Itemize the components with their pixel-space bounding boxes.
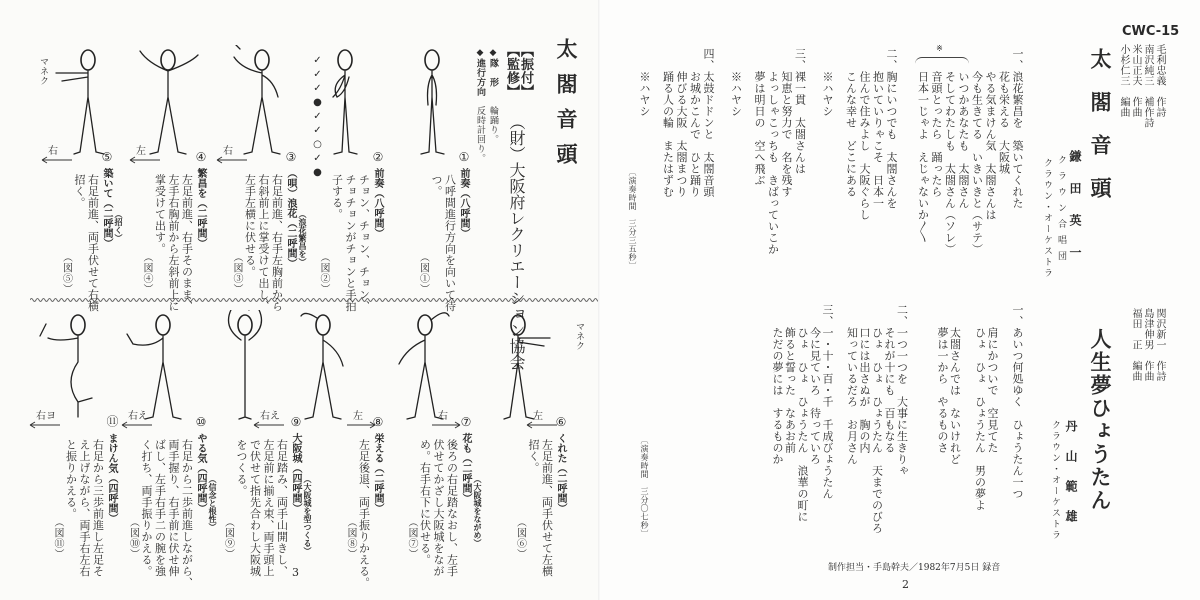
song2-title: 人生夢ひょうたん — [1088, 328, 1113, 512]
arrow-left-icon — [128, 156, 162, 164]
step-heading: 築いて — [101, 168, 112, 198]
arrow-right-icon — [345, 421, 379, 429]
lyric-line: 今も生きてる いきいきと（サテ） — [970, 71, 984, 255]
step-heading-column — [194, 168, 207, 248]
step-number: ② — [371, 150, 385, 165]
step-text-line: 左足前進、右手そのまま、 — [180, 174, 194, 312]
direction-value: 反時計回り。 — [475, 106, 485, 163]
figure-reference: （図⑨） — [222, 517, 234, 559]
stick-figure-icon — [118, 310, 208, 420]
lyric-line: お城かこんで ひと踊り — [688, 71, 702, 198]
step-heading: くれた — [555, 433, 566, 463]
step-beat-count: （四呼間） — [195, 463, 206, 513]
arrow-left-icon — [252, 421, 286, 429]
lyric-line: 口には出さぬが 胸の内 — [858, 327, 871, 454]
verse-number: 三、 — [821, 304, 834, 327]
lyric-line: あいつ何処ゆく ひょうたん一つ — [1011, 327, 1024, 500]
lyric-line: ひょ ひょ ひょうたん 天までのびろ — [870, 327, 884, 534]
step-number: ⑩ — [194, 415, 208, 430]
step-text-line: 左足前に揃え束、両手頭上 — [262, 439, 275, 577]
lyric-first-line-column — [794, 48, 807, 175]
step-text-line: 左足前進、両手伏せて左横 — [540, 439, 554, 577]
step-beat-count: （二呼間） — [372, 463, 383, 513]
step-beat-count: （四呼間） — [290, 463, 301, 513]
figure-reference: （図③） — [231, 252, 242, 294]
step-text-line: 右足から三歩前進し左足そ — [91, 439, 105, 577]
arrow-left-icon — [215, 156, 249, 164]
figure-reference: （図⑤） — [60, 252, 72, 294]
refrain-marker: ※ハヤシ — [821, 71, 834, 117]
wavy-divider — [30, 296, 600, 304]
direction-label: 右 — [48, 146, 58, 157]
stick-figure-icon — [387, 45, 477, 155]
step-text-line: 招く。 — [527, 439, 540, 474]
stick-figure-icon — [473, 310, 563, 420]
stick-figure-icon — [217, 45, 307, 155]
step-text-line: 左足後退、両手振りかえる。 — [357, 439, 371, 589]
formation-label: ◆隊 形 — [488, 48, 498, 87]
step-subtitle: （信念と根性） — [208, 475, 217, 531]
figure-reference: （図⑧） — [345, 517, 356, 559]
step-beat-count: （二呼間） — [555, 463, 566, 513]
lyric-line: それが十にも 百もなる — [883, 327, 896, 454]
step-text-line: をつくる。 — [235, 439, 248, 497]
step-text-line: 右斜前上に掌受けて出し、 — [257, 174, 270, 312]
arrow-left-icon — [525, 421, 559, 429]
step-number: ③ — [284, 150, 298, 165]
lyric-line: 一つ一つを 大事に生きりゃ — [895, 327, 909, 477]
lyric-first-line-column — [1011, 48, 1024, 209]
step-text-line: 伏せてかざし大阪城をなが — [432, 439, 445, 577]
lyric-line: 太閤さんでは ないけれど — [948, 327, 962, 465]
lyric-line: 今に見ていろ 待っていろ — [808, 327, 822, 465]
step-text-line: 招く。 — [73, 174, 86, 209]
lyric-line: 伸びる大阪 太閤まつり — [675, 71, 688, 198]
lyric-first-line-column — [702, 48, 715, 198]
direction-label: 右 — [438, 411, 448, 422]
step-beat-count: （二呼間） — [460, 453, 471, 503]
lyric-line: 音頭とったら 踊ったら — [930, 71, 943, 198]
step-beat-count: （八呼間） — [372, 188, 383, 238]
step-text-line: 右足踏み、両手山開きし、 — [275, 439, 289, 577]
step-text-line: で伏せて指先合わし大阪城 — [248, 439, 262, 577]
lyric-first-line-column — [885, 48, 898, 209]
step-text-line: ばし、左手右手二の腕を強 — [153, 439, 167, 577]
song1-orchestra: クラウン・オーケストラ — [1042, 158, 1052, 279]
verse-number: 四、 — [702, 48, 715, 71]
song2-orchestra: クラウン・オーケストラ — [1050, 420, 1060, 541]
direction-label: 右え — [260, 411, 280, 422]
lyric-line: 踊る人の輪 またはずむ — [661, 71, 675, 198]
catalog-number: CWC-15 — [1122, 24, 1180, 39]
step-number: ⑤ — [100, 150, 114, 165]
step-beat-count: （二呼間） — [101, 198, 112, 248]
figure-reference: （図①） — [417, 252, 429, 294]
step-number: ① — [457, 150, 471, 165]
verse-number: 一、 — [1011, 48, 1024, 71]
step-subtitle: （招く） — [114, 210, 123, 242]
step-beat-count: （二呼間） — [195, 198, 206, 248]
figure-reference: （図⑩） — [127, 517, 139, 559]
step-number: ⑪ — [105, 415, 119, 428]
lyric-line: 住んで住みよし 大阪ぐらし — [858, 71, 871, 221]
lyric-line: 知っているだろ お月さん — [845, 327, 859, 465]
step-text-line: 右足前進、両手伏せて右横 — [86, 174, 100, 312]
beckon-label: マネク — [574, 322, 584, 351]
step-text-line: 掌受けて出す。 — [153, 174, 167, 255]
step-subtitle: （浪花繁昌を） — [298, 210, 307, 266]
step-heading-column — [457, 168, 470, 238]
step-text-line: 右足から二歩前進しながら、 — [180, 439, 194, 589]
direction-label: 右 — [223, 146, 233, 157]
lyric-line: 太鼓ドドンと 太閤音頭 — [702, 71, 715, 198]
credit-organization: （財）大阪府レクリエーション協会 — [507, 114, 526, 370]
stick-figure-icon — [300, 45, 390, 155]
song1-singer: 鎌田英一 — [1068, 150, 1082, 278]
page-number-left: 3 — [292, 566, 299, 579]
lyric-line: 一・十・百・千 千成びょうたん — [821, 327, 834, 500]
chorus-mark: ※ — [935, 44, 944, 54]
step-text-line: 左手左横に伏せる。 — [243, 174, 257, 278]
lyric-line: 抱いていりゃこそ 日本一 — [871, 71, 885, 209]
page-number-right: 2 — [902, 578, 909, 591]
credit-label-supervision: 【監修】 — [504, 44, 519, 98]
step-heading: まけん気 — [106, 433, 117, 473]
lyric-line: 胸にいつでも 太閤さんを — [885, 71, 898, 209]
verse-number: 二、 — [895, 304, 909, 327]
figure-reference: （図⑦） — [406, 517, 417, 559]
step-heading: 繁昌を — [195, 168, 206, 198]
step-text-line: チョン、チョン、チョン、 — [357, 174, 371, 312]
lyric-line: ひょ ひょ ひょうたん 浪華の町に — [796, 327, 809, 523]
song1-credit: 米山正夫 作曲 — [1130, 44, 1141, 118]
figure-reference: （図⑪） — [52, 517, 63, 559]
stick-figure-icon — [278, 310, 368, 420]
step-text-line: 右足前進、右手左胸前から — [270, 174, 284, 312]
step-number: ④ — [194, 150, 208, 165]
lyric-line: 知恵と努力で 名を残す — [780, 71, 793, 198]
step-beat-count: （二呼間） — [285, 218, 296, 268]
arrow-right-icon — [430, 421, 464, 429]
step-text-line: 八呼間進行方向を向いて待 — [443, 174, 457, 312]
lyric-line: やる気まけん気 太閤さんは — [984, 71, 997, 221]
figure-reference: （図④） — [141, 252, 152, 294]
figure-reference: （図②） — [318, 252, 329, 294]
step-heading: 花も — [460, 433, 471, 453]
lyric-line: そしてわたしも 太閤さん（ソレ） — [943, 71, 957, 255]
figure-reference: （図⑥） — [514, 517, 526, 559]
direction-label: 左 — [353, 411, 363, 422]
step-text-line: 左手右胸前から左斜前上に — [167, 174, 180, 312]
lyric-first-line-column — [1011, 304, 1024, 500]
step-text-line: く打ち、両手振りかえる。 — [140, 439, 153, 577]
step-text-line: 子する。 — [330, 174, 344, 220]
step-text-line: め。右手右下に伏せる。 — [418, 439, 432, 566]
direction-label: 左 — [136, 146, 146, 157]
direction-label: 右ヨ — [36, 411, 56, 422]
direction-label: 左 — [533, 411, 543, 422]
direction-label: 右え — [128, 411, 148, 422]
step-number: ⑥ — [554, 415, 568, 430]
step-text-line: チョチョンがチョンと手拍 — [344, 174, 357, 312]
arrow-left-icon — [120, 421, 154, 429]
song1-title: 太閤音頭 — [1088, 48, 1113, 220]
direction-label: ◆進行方向 — [475, 48, 485, 97]
step-heading: 大阪城 — [290, 433, 301, 463]
stick-figure-icon — [123, 45, 213, 155]
stick-figure-icon — [33, 310, 123, 420]
lyric-first-line-column — [896, 304, 909, 477]
lyric-line: 夢は一から やるものさ — [936, 327, 949, 454]
step-heading-column — [371, 433, 384, 513]
refrain-marker: ※ハヤシ — [729, 71, 743, 117]
lyric-line: いつかあなたも 太閤さん — [957, 71, 970, 209]
step-text-line: と振りかえる。 — [64, 439, 78, 520]
lyric-line: 肩にかついで 空見てた — [986, 327, 999, 454]
step-heading-column — [105, 433, 118, 523]
formation-value: 輪踊り。 — [488, 106, 498, 144]
step-text-line: え上げながら、両手右左右 — [78, 439, 91, 577]
song1-duration: 〔演奏時間 三分三五秒〕 — [628, 168, 637, 270]
verse-number: 二、 — [885, 48, 898, 71]
formation-diagram: ✓✓✓●✓✓○✓● — [312, 55, 323, 181]
step-heading-column — [554, 433, 567, 513]
stick-figure-icon — [200, 310, 290, 420]
credit-label-choreography: 【振付】 — [518, 44, 533, 98]
step-number: ⑧ — [371, 415, 385, 430]
step-text-line: 後ろの右足踏なおし、左手 — [445, 439, 459, 577]
lyric-line: ただの夢には するものか — [771, 327, 784, 465]
production-note: 制作担当・手島幹夫／1982年7月5日 録音 — [828, 563, 1001, 573]
verse-number: 三、 — [793, 48, 807, 71]
right-page-lyrics — [600, 0, 1200, 600]
song2-credit: 島津伸男 作曲 — [1142, 308, 1153, 382]
stick-figure-icon — [43, 45, 133, 155]
step-heading: （唄）浪花 — [285, 168, 296, 218]
lyric-line: ひょ ひょ ひょうたん 男の夢よ — [973, 327, 987, 511]
song1-credit: 南沢純三 補作詩 — [1142, 44, 1153, 128]
step-heading: やる気 — [195, 433, 206, 463]
lyric-line: 夢は明日の 空へ飛ぶ — [753, 71, 766, 186]
chorus-brace — [915, 57, 969, 64]
step-heading: 前奏 — [458, 168, 469, 188]
arrow-left-icon — [28, 421, 62, 429]
song1-credit: 小杉仁三 編曲 — [1118, 44, 1129, 118]
lyric-line: 日本一じゃよ えじゃないか〳〵 — [916, 71, 930, 243]
song2-singer: 丹山範雄 — [1064, 420, 1078, 540]
song1-chorus: クラウン合唱団 — [1056, 155, 1066, 267]
step-subtitle: （大阪城を型つくる） — [303, 475, 312, 555]
lyric-line: 飾ると誓った なあお前 — [783, 327, 797, 454]
step-number: ⑨ — [289, 415, 303, 430]
lyric-first-line-column — [821, 304, 834, 500]
step-heading: 栄える — [372, 433, 383, 463]
lyric-line: 裸一貫 太閤さんは — [793, 71, 807, 175]
beckon-label: マネク — [38, 57, 48, 86]
song1-credit: 毛利忠義 作詩 — [1154, 44, 1165, 118]
lyric-line: 花も栄える 大阪城 — [997, 71, 1011, 175]
song2-credit: 関沢新一 作詩 — [1154, 308, 1165, 382]
step-beat-count: （八呼間） — [458, 188, 469, 238]
song2-credit: 福田 正 編曲 — [1130, 308, 1141, 382]
step-heading: 前奏 — [372, 168, 383, 188]
dance-title: 太閤音頭 — [554, 38, 579, 178]
step-beat-count: （四呼間） — [106, 473, 117, 523]
lyric-line: 浪花繁昌を 築いてくれた — [1011, 71, 1024, 209]
step-heading-column — [371, 168, 384, 238]
stick-figure-icon — [380, 310, 470, 420]
lyric-line: よっしゃこっちも きばっていこか — [766, 71, 780, 255]
song2-duration: 〔演奏時間 三分〇七秒〕 — [640, 436, 649, 538]
step-text-line: つ。 — [430, 174, 443, 197]
step-text-line: 両手握り、右手前に伏せ伸 — [167, 439, 180, 577]
step-subtitle: （大阪城をながめ） — [473, 475, 482, 547]
refrain-marker: ※ハヤシ — [638, 71, 651, 117]
verse-number: 一、 — [1011, 304, 1024, 327]
step-number: ⑦ — [459, 415, 473, 430]
arrow-left-icon — [40, 156, 74, 164]
lyric-line: こんな幸せ どこにある — [844, 71, 858, 198]
